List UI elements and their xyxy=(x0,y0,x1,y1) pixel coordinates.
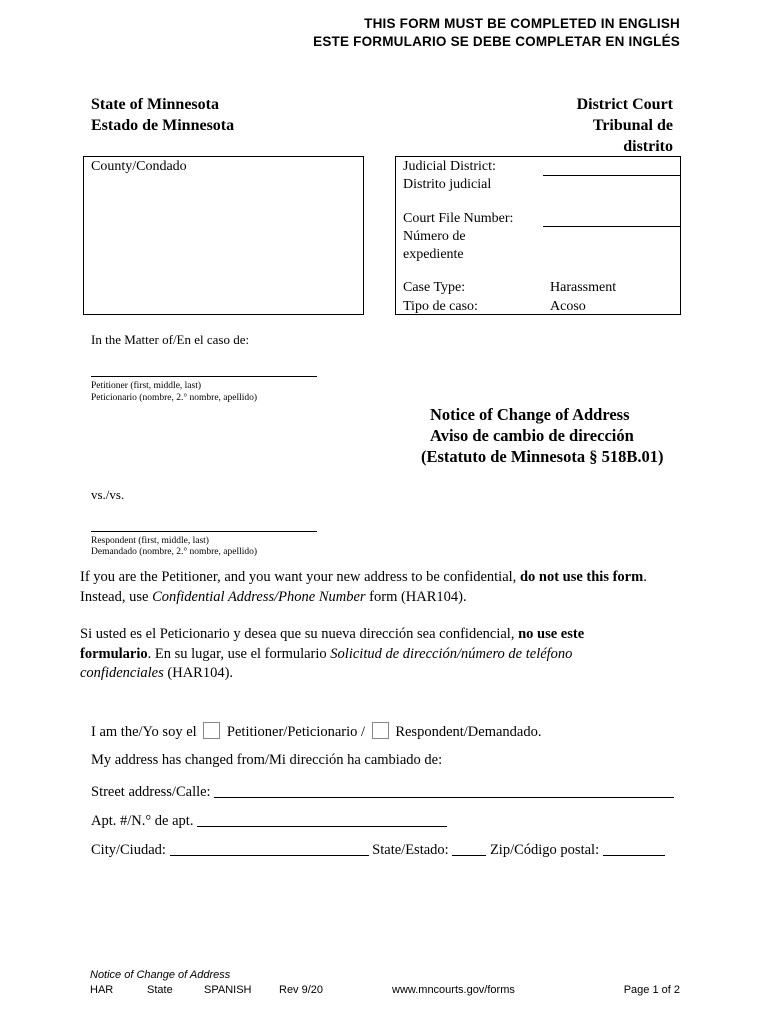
street-row xyxy=(91,782,681,801)
zip-field[interactable] xyxy=(603,840,665,856)
apt-label: Apt. #/N.° de apt. xyxy=(91,813,194,829)
respondent-caption-es: Demandado (nombre, 2.° nombre, apellido) xyxy=(91,547,258,557)
county-box[interactable] xyxy=(83,156,364,315)
case-type-label: Case Type: xyxy=(403,280,466,295)
respondent-checkbox[interactable] xyxy=(372,722,389,739)
case-type-label-es: Tipo de caso: xyxy=(403,299,478,314)
state-label: State/Estado: xyxy=(372,842,449,858)
form-title: Notice of Change of Address xyxy=(430,405,630,424)
footer-form-code: HAR xyxy=(90,984,114,996)
zip-label: Zip/Código postal: xyxy=(489,842,600,858)
street-field[interactable] xyxy=(214,782,674,798)
court-file-number-field[interactable] xyxy=(543,226,680,227)
court-file-number-label: Court File Number: xyxy=(403,211,514,226)
respondent-name-field[interactable] xyxy=(91,531,317,532)
confidential-notice-en: If you are the Petitioner, and you want your new address to be confidential, do not use this form. Instead, use Confidential Address/Phone Number form (HAR104). xyxy=(80,569,647,605)
court-info-box xyxy=(395,156,681,315)
footer-form-title: Notice of Change of Address xyxy=(90,969,231,981)
petitioner-option-label: Petitioner/Peticionario / xyxy=(226,724,366,740)
court-name-es-1: Tribunal de xyxy=(592,117,673,134)
footer-level: State xyxy=(147,984,173,996)
state-name: State of Minnesota xyxy=(91,96,219,113)
county-label: County/Condado xyxy=(91,159,187,174)
form-statute: (Estatuto de Minnesota § 518B.01) xyxy=(421,447,664,466)
petitioner-caption-es: Peticionario (nombre, 2.° nombre, apellido) xyxy=(91,393,258,403)
apt-row xyxy=(91,811,447,830)
judicial-district-label: Judicial District: xyxy=(403,159,496,174)
respondent-caption: Respondent (first, middle, last) xyxy=(91,536,209,546)
apt-field[interactable] xyxy=(197,811,447,827)
respondent-option-label: Respondent/Demandado. xyxy=(395,724,542,740)
footer-revision: Rev 9/20 xyxy=(279,984,324,996)
confidential-notice-es: Si usted es el Peticionario y desea que su nueva dirección sea confidencial, no use este formulario. En su lugar, use el formulario Solicitud de dirección/número de teléfono confidenciales (HAR104). xyxy=(80,626,585,681)
city-field[interactable] xyxy=(170,840,369,856)
footer-language: SPANISH xyxy=(204,984,252,996)
court-file-number-label-es-2: expediente xyxy=(403,247,464,262)
form-title-es: Aviso de cambio de dirección xyxy=(430,426,634,445)
case-type-value: Harassment xyxy=(550,280,617,295)
state-field[interactable] xyxy=(452,840,486,856)
party-selection-row xyxy=(91,722,542,741)
petitioner-name-field[interactable] xyxy=(91,376,317,377)
street-label: Street address/Calle: xyxy=(91,784,211,800)
judicial-district-label-es: Distrito judicial xyxy=(403,177,492,192)
case-type-value-es: Acoso xyxy=(550,299,586,314)
footer-url[interactable]: www.mncourts.gov/forms xyxy=(392,984,515,996)
petitioner-checkbox[interactable] xyxy=(203,722,220,739)
court-name-es-2: distrito xyxy=(623,138,673,155)
petitioner-caption: Petitioner (first, middle, last) xyxy=(91,381,202,391)
english-required-notice-es: ESTE FORMULARIO SE DEBE COMPLETAR EN INGLÉS xyxy=(313,34,680,49)
city-row xyxy=(91,840,691,859)
state-name-es: Estado de Minnesota xyxy=(91,117,235,134)
judicial-district-field[interactable] xyxy=(543,175,680,176)
party-selection-label: I am the/Yo soy el xyxy=(91,724,197,740)
city-label: City/Ciudad: xyxy=(91,842,166,858)
court-file-number-label-es-1: Número de xyxy=(403,229,466,244)
footer-page-number: Page 1 of 2 xyxy=(623,984,680,996)
versus-label: vs./vs. xyxy=(91,487,125,502)
court-name: District Court xyxy=(576,96,673,113)
english-required-notice: THIS FORM MUST BE COMPLETED IN ENGLISH xyxy=(364,16,680,31)
matter-label: In the Matter of/En el caso de: xyxy=(91,332,250,347)
address-changed-label: My address has changed from/Mi dirección ha cambiado de: xyxy=(91,752,443,768)
